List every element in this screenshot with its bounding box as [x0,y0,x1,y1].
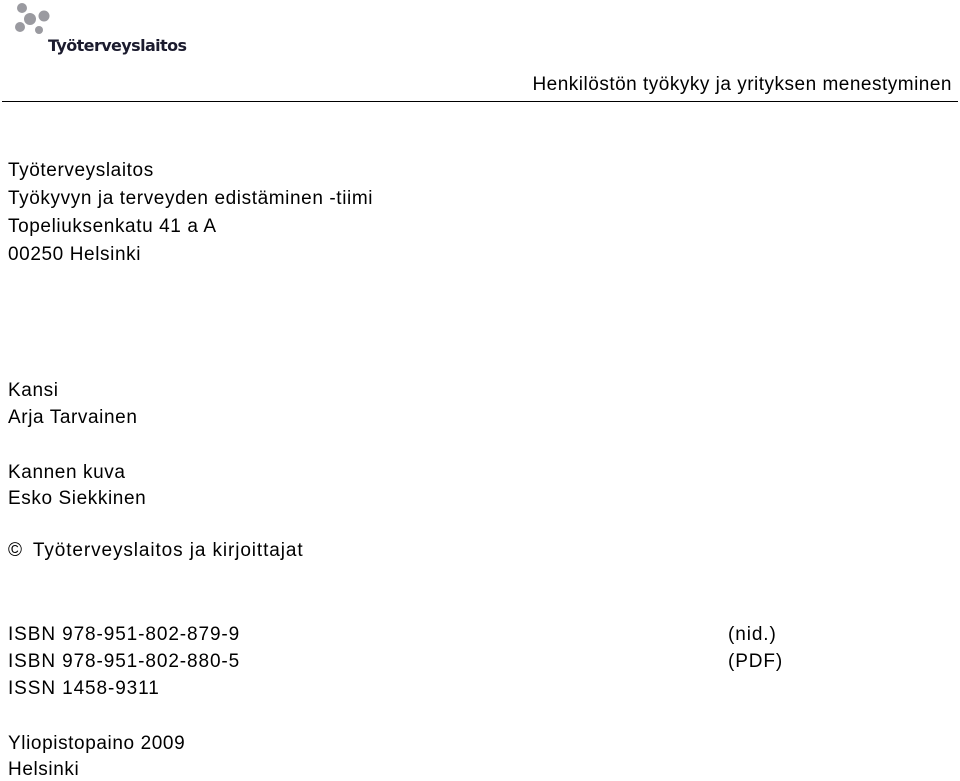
cover-image-label: Kannen kuva [8,462,126,483]
cover-designer: Arja Tarvainen [8,407,138,428]
organization-logo [14,2,194,58]
cover-photographer: Esko Siekkinen [8,488,147,509]
cover-label: Kansi [8,380,59,401]
printer-year: Yliopistopaino 2009 [8,733,186,754]
header-divider [2,101,958,102]
identifier-row [8,678,808,700]
publisher-street: Topeliuksenkatu 41 a A [8,216,217,237]
copyright-holder: Työterveyslaitos ja kirjoittajat [32,540,304,561]
printing-city: Helsinki [8,759,80,780]
identifier-code: ISBN 978-951-802-879-9 [8,624,241,645]
identifier-code: ISSN 1458-9311 [8,678,160,699]
identifier-row [8,624,808,646]
publisher-name: Työterveyslaitos [8,160,154,181]
copyright-line [8,540,304,562]
document-title: Henkilöstön työkyky ja yrityksen menestyminen [532,74,952,95]
publisher-postal: 00250 Helsinki [8,244,142,265]
copyright-icon: © [8,540,23,561]
identifier-format: (nid.) [728,624,777,645]
publisher-team: Työkyvyn ja terveyden edistäminen -tiimi [8,188,374,209]
logo-wordmark: Työterveyslaitos [48,36,187,55]
identifier-format: (PDF) [728,651,784,672]
identifier-code: ISBN 978-951-802-880-5 [8,651,241,672]
identifier-row [8,651,808,673]
